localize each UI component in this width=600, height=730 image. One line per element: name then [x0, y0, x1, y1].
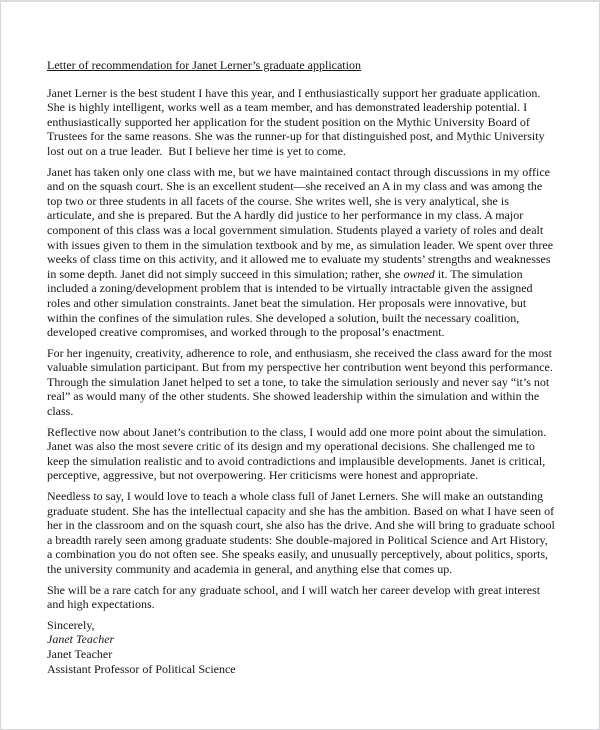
signer-typed-name: Janet Teacher	[47, 646, 113, 661]
closing-block	[47, 618, 555, 676]
letter-title: Letter of recommendation for Janet Lerner’s graduate application	[47, 58, 361, 72]
paragraph-5: Needless to say, I would love to teach a whole class full of Janet Lerners. She will make an outstanding graduate student. She has the intellectual capacity and she has the ambition. Based on what I have seen of her in the classroom and on the squash court, she also has the drive. And she will bring to graduate school a breadth rarely seen among graduate students: She double-majored in Political Science and Art History, a combination you do not often see. She speaks easily, and unusually perceptively, about politics, sports, the university community and academia in general, and anything else that comes up.	[47, 489, 558, 576]
letter-body	[1, 2, 599, 676]
paragraph-3: For her ingenuity, creativity, adherence to role, and enthusiasm, she received the class award for the most valuable simulation participant. But from my perspective her contribution went beyond this performance. Through the simulation Janet helped to set a tone, to take the simulation seriously and never say “it’s not real” as would many of the other students. She showed leadership within the simulation and within the class.	[47, 345, 556, 419]
paragraph-2-text-before: Janet has taken only one class with me, but we have maintained contact through discussions in my office and on the squash court. She is an excellent student—she received an A in my class and was among the top two or three students in all facets of the course. She writes well, she is very analytical, she is articulate, and she is prepared. But the A hardly did justice to her performance in my class. A major component of this class was a local government simulation. Students played a variety of roles and dealt with issues given to them in the simulation textbook and by me, as simulation leader. We spent over three weeks of class time on this activity, and it allowed me to evaluate my students’ strengths and weaknesses in some depth. Janet did not simply succeed in this simulation; rather, she	[47, 164, 557, 281]
handwritten-signature: Janet Teacher	[47, 632, 115, 647]
paragraph-6: She will be a rare catch for any graduate school, and I will watch her career develop with great interest and high expectations.	[47, 582, 544, 612]
paragraph-2-text-after: it. The simulation included a zoning/development problem that is intended to be virtually intractable given the assigned roles and other simulation constraints. Janet beat the simulation. Her proposals were innovative, but within the confines of the simulation rules. She developed a solution, built the necessary coalition, developed creative compromises, and worked through to the proposal’s enactment.	[47, 266, 536, 340]
closing-salutation: Sincerely,	[47, 617, 95, 632]
paragraph-2	[47, 165, 555, 340]
signer-role: Assistant Professor of Political Science	[47, 661, 236, 676]
paragraph-1: Janet Lerner is the best student I have this year, and I enthusiastically support her graduate application. She is highly intelligent, works well as a team member, and has demonstrated leadership potential. I enthusiastically supported her application for the student position on the Mythic University Board of Trustees for the same reasons. She was the runner-up for that distinguished post, and Mythic University lost out on a true leader. But I believe her time is yet to come.	[47, 85, 548, 158]
paragraph-4: Reflective now about Janet’s contribution to the class, I would add one more point about the simulation. Janet was also the most severe critic of its design and my operational decisions. She challenged me to keep the simulation realistic and to avoid contradictions and implausible developments. Janet is critical, perceptive, aggressive, but not overpowering. Her criticisms were honest and appropriate.	[47, 424, 550, 483]
emphasized-word-owned: owned	[403, 266, 435, 281]
